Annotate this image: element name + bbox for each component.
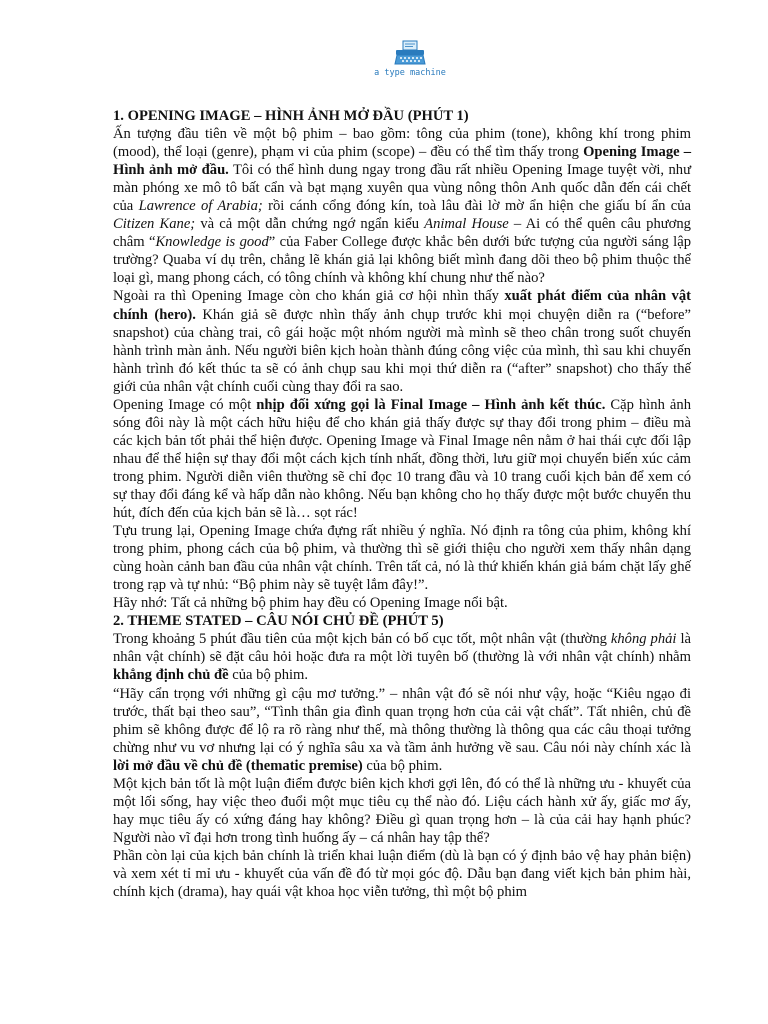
italic-text: Animal House bbox=[424, 216, 509, 233]
paragraph bbox=[113, 125, 691, 287]
bold-text: lời mở đầu về chủ đề (thematic premise) bbox=[113, 757, 363, 774]
typewriter-icon bbox=[393, 40, 427, 66]
text-run: Ấn tượng đầu tiên về một bộ phim – bao gồm: tông của phim (tone), không khí trong phim (mood), thể loại (genre), phạm vi của phim (scope) – đều có thể tìm thấy trong bbox=[113, 126, 691, 161]
paragraph bbox=[113, 775, 691, 847]
logo-text: a type machine bbox=[374, 68, 446, 78]
paragraph bbox=[113, 396, 691, 522]
text-run: Hãy nhớ: Tất cả những bộ phim hay đều có Opening Image nổi bật. bbox=[113, 595, 508, 612]
bold-text: nhịp đối xứng gọi là Final Image – Hình ảnh kết thúc. bbox=[256, 396, 606, 413]
text-run: Cặp hình ảnh sóng đôi này là một cách hữu hiệu để cho khán giả thấy được sự thay đổi trong phim – điều mà các kịch bản tốt phải thể hiện được. Opening Image và Final Image nên nằm ở hai thái cực đối lập nhau để thể hiện sự thay đổi một cách kịch tính nhất, đồng thời, lưu giữ mọi chuyển biến xúc cảm trong phim. Người diễn viên thường sẽ chỉ đọc 10 trang đầu và 10 trang cuối kịch bản để xem có sự thay đổi đáng kể và hấp dẫn nào không. Nếu bạn không cho họ thấy được một bước chuyển thu hút, đích đến của kịch bản sẽ là… sọt rác! bbox=[113, 396, 691, 522]
text-run: Opening Image có một bbox=[113, 396, 257, 413]
text-run: – Ai có thể quên câu phương châm “ bbox=[113, 216, 691, 251]
paragraph bbox=[113, 522, 691, 594]
paragraph bbox=[113, 594, 691, 612]
italic-text: Citizen Kane; bbox=[113, 216, 196, 233]
section-heading: 2. THEME STATED – CÂU NÓI CHỦ ĐỀ (PHÚT 5) bbox=[113, 613, 444, 630]
italic-text: không phải bbox=[610, 631, 677, 648]
text-run: Một kịch bản tốt là một luận điểm được biên kịch khơi gợi lên, đó có thể là những ưu - khuyết của một lối sống, hay việc theo đuổi một mục tiêu cụ thể nào đó. Liệu cách hành xử ấy, giấc mơ ấy, hay mục tiêu ấy có xứng đáng hay không? Điều gì quan trọng hơn – là của cải hay hạnh phúc? Người nào vĩ đại hơn trong tình huống ấy – cá nhân hay tập thể? bbox=[113, 775, 691, 846]
paragraph bbox=[113, 630, 691, 684]
text-run: Phần còn lại của kịch bản chính là triển khai luận điểm (dù là bạn có ý định bảo vệ hay phản biện) và xem xét tỉ mỉ ưu - khuyết của vấn đề đó từ mọi góc độ. Dẫu bạn đang viết kịch bản phim hài, chính kịch (drama), hay quái vật khoa học viễn tưởng, thì một bộ phim bbox=[113, 847, 691, 901]
text-run: “Hãy cẩn trọng với những gì cậu mơ tưởng.” – nhân vật đó sẽ nói như vậy, hoặc “Kiêu ngạo đi trước, thất bại theo sau”, “Tình thân gia đình quan trọng hơn của cải vật chất”. Tất nhiên, chủ đề phim sẽ không được để lộ ra rõ ràng như thế, mà thông thường là thông qua các câu thoại tưởng chừng như vu vơ nhưng lại có ý nghĩa sâu xa và tầm ảnh hưởng về sau. Câu nói này chính xác là bbox=[113, 685, 691, 756]
bold-text: khẳng định chủ đề bbox=[113, 667, 229, 684]
text-run: và cả một dẫn chứng ngớ ngẩn kiểu bbox=[195, 216, 425, 233]
text-run: rồi cánh cổng đóng kín, toà lâu đài lờ mờ ẩn hiện che giấu bí ẩn của bbox=[262, 198, 691, 215]
document-body bbox=[113, 107, 691, 901]
bold-text: xuất phát điểm của nhân vật chính (hero). bbox=[113, 288, 691, 323]
text-run: của bộ phim. bbox=[362, 757, 443, 774]
text-run: Khán giả sẽ được nhìn thấy ảnh chụp trước khi mọi chuyện diễn ra (“before” snapshot) của chàng trai, cô gái hoặc một nhóm người mà mình sẽ theo chân trong suốt chuyến hành trình màn ảnh. Nếu người biên kịch hoàn thành đúng công việc của mình, thì sau khi chuyến hành trình đó kết thúc ta sẽ có ảnh chụp sau khi mọi thứ diễn ra (“after” snapshot) cho thấy thế giới của nhân vật chính cuối cùng thay đổi ra sao. bbox=[113, 306, 691, 395]
typewriter-logo bbox=[350, 40, 470, 78]
section-heading: 1. OPENING IMAGE – HÌNH ẢNH MỞ ĐẦU (PHÚT 1) bbox=[113, 108, 469, 124]
italic-text: Lawrence of Arabia; bbox=[138, 198, 263, 215]
paragraph bbox=[113, 287, 691, 395]
text-run: Tựu trung lại, Opening Image chứa đựng rất nhiều ý nghĩa. Nó định ra tông của phim, không khí trong phim, phong cách của bộ phim, và thường thì sẽ giới thiệu cho người xem thấy nhân dạng cùng hoàn cảnh ban đầu của nhân vật chính. Trên tất cả, nó là thứ khiến khán giả bám chặt lấy ghế trong rạp và tự nhủ: “Bộ phim này sẽ tuyệt lắm đây!”. bbox=[113, 523, 691, 594]
paragraph bbox=[113, 847, 691, 901]
text-run: Tôi có thể hình dung ngay trong đầu rất nhiều Opening Image tuyệt vời, như màn phóng xe mô tô bất cẩn và bạt mạng xuyên qua vùng nông thôn Anh quốc dẫn đến cái chết của bbox=[113, 162, 692, 215]
text-run: là nhân vật chính) sẽ đặt câu hỏi hoặc đưa ra một lời tuyên bố (thường là với nhân vật chính) nhằm bbox=[113, 631, 692, 666]
text-run: của bộ phim. bbox=[228, 667, 309, 684]
text-run: Trong khoảng 5 phút đầu tiên của một kịch bản có bố cục tốt, một nhân vật (thường bbox=[113, 631, 611, 648]
text-run: Ngoài ra thì Opening Image còn cho khán giả cơ hội nhìn thấy bbox=[113, 288, 505, 305]
italic-text: Knowledge is good bbox=[155, 234, 269, 251]
bold-text: Opening Image – Hình ảnh mở đầu. bbox=[113, 144, 691, 179]
paragraph bbox=[113, 685, 691, 775]
text-run: ” của Faber College được khắc bên dưới bức tượng của người sáng lập trường? Quaba ví dụ trên, chẳng lẽ khán giả lại không biết mình đang dõi theo bộ phim thuộc thể loại gì, mang phong cách, có tông chính và không khí chung như thế nào? bbox=[113, 234, 691, 287]
